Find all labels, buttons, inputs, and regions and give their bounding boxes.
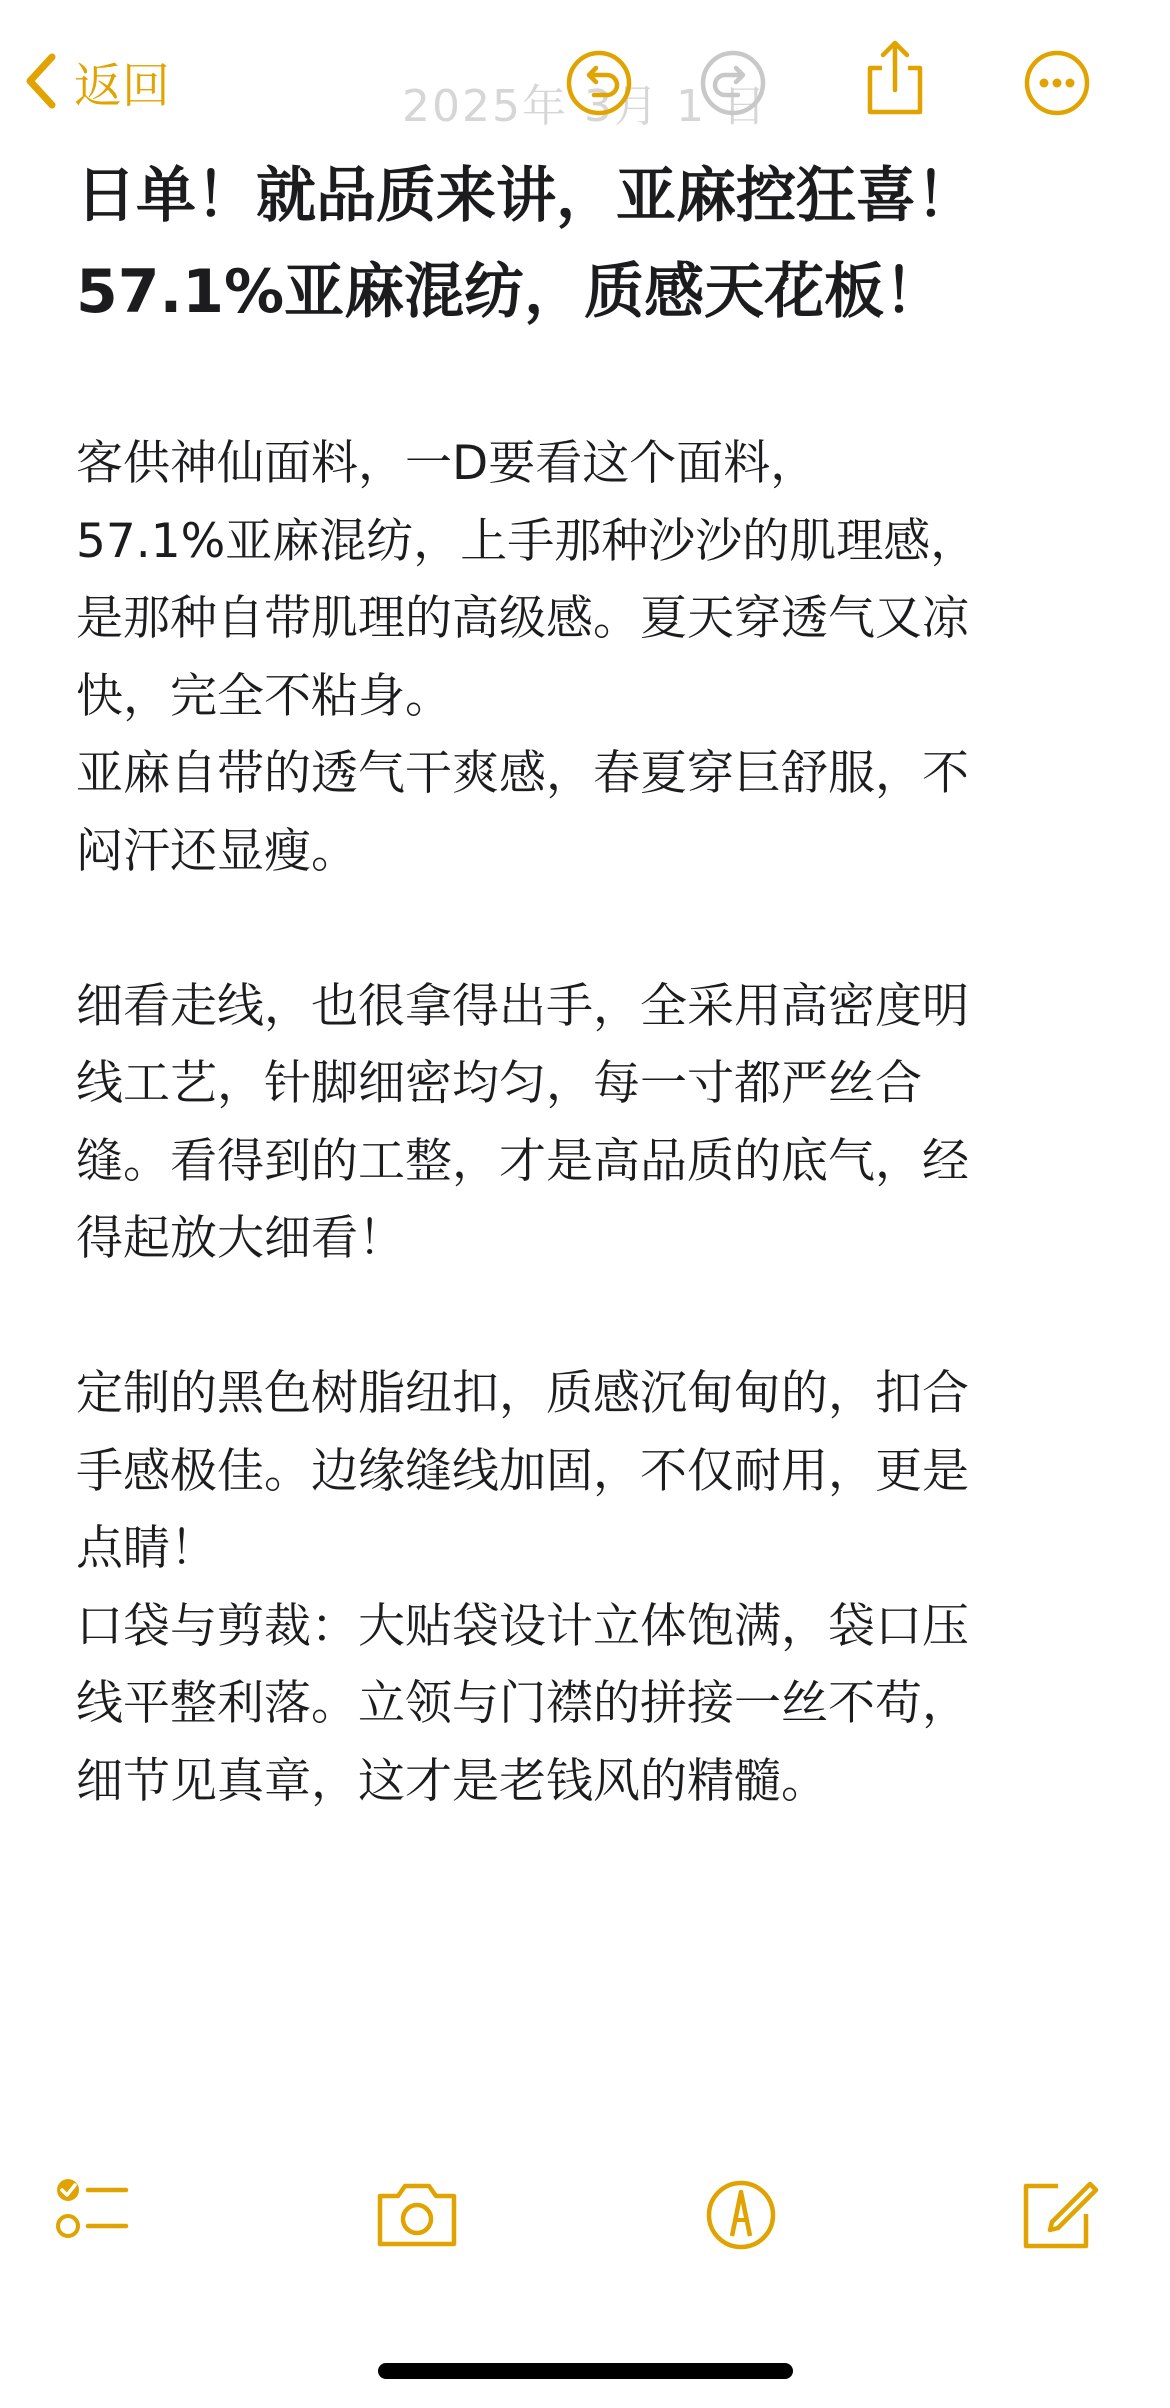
compose-icon[interactable] [1014,2170,1104,2260]
back-button[interactable] [22,46,170,116]
bottom-toolbar [0,2170,1170,2290]
redo-icon[interactable] [698,48,768,118]
camera-icon[interactable] [372,2170,462,2260]
note-date: 2025年 3月 1 日 [402,81,768,132]
markup-icon[interactable] [696,2170,786,2260]
note-title[interactable]: 日单！就品质来讲，亚麻控狂喜！ 57.1%亚麻混纺，质感天花板！ [76,161,976,327]
back-label: 返回 [74,57,171,114]
undo-icon[interactable] [564,48,634,118]
checklist-icon[interactable] [48,2170,138,2260]
home-indicator[interactable] [378,2363,793,2379]
note-body[interactable]: 客供神仙面料，一D要看这个面料， 57.1%亚麻混纺，上手那种沙沙的肌理感， 是那种自带肌理的高级感。夏天穿透气又凉 快，完全不粘身。 亚麻自带的透气干爽感，春夏穿巨舒服，不 闷汗还显瘦。 细看走线，也很拿得出手，全采用高密度明 线工艺，针脚细密均匀，每一寸都严丝合 缝。看得到的工整，才是高品质的底气，经 得起放大细看！ 定制的黑色树脂纽扣，质感沉甸甸的，扣合 手感极佳。边缘缝线加固，不仅耐用，更是 点睛！ 口袋与剪裁：大贴袋设计立体饱满，袋口压 线平整利落。立领与门襟的拼接一丝不苟， 细节见真章，这才是老钱风的精髓。 [76,436,978,1809]
more-icon[interactable] [1022,48,1092,118]
share-icon[interactable] [860,38,930,118]
navigation-bar [0,0,1170,150]
chevron-left-icon [22,51,60,111]
